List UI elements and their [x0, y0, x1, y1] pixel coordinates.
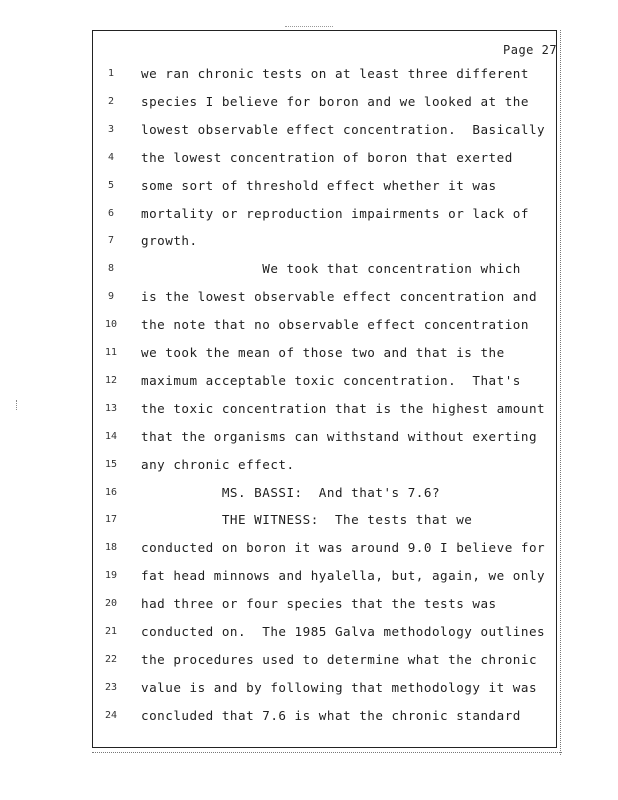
line-number: 14 [104, 430, 118, 442]
line-number: 23 [104, 681, 118, 693]
transcript-line: the lowest concentration of boron that exerted [141, 149, 513, 165]
transcript-line: fat head minnows and hyalella, but, again, we only [141, 568, 546, 584]
line-number: 10 [104, 319, 118, 331]
transcript-line: THE WITNESS: The tests that we [141, 512, 473, 528]
line-number: 9 [107, 291, 115, 303]
transcript-line: MS. BASSI: And that's 7.6? [141, 484, 441, 500]
line-number: 7 [107, 235, 115, 247]
transcript-line: the note that no observable effect concentration [141, 317, 529, 333]
line-number: 19 [104, 570, 118, 582]
transcript-line: is the lowest observable effect concentration and [141, 289, 538, 305]
line-number: 15 [104, 458, 118, 470]
transcript-line: value is and by following that methodology it was [141, 679, 538, 695]
transcript-line: species I believe for boron and we looked at the [141, 93, 529, 109]
line-number: 2 [107, 95, 115, 107]
transcript-line: we took the mean of those two and that is the [141, 345, 505, 360]
transcript-line: lowest observable effect concentration. Basically [141, 121, 546, 137]
line-number: 18 [104, 542, 118, 554]
line-number: 22 [104, 653, 118, 665]
scan-top-mark [285, 26, 333, 28]
transcript-line: the toxic concentration that is the highest amount [141, 400, 546, 416]
line-number: 5 [107, 179, 115, 191]
line-number: 1 [107, 68, 115, 79]
transcript-line: we ran chronic tests on at least three different [141, 66, 529, 81]
transcript-line: mortality or reproduction impairments or lack of [141, 205, 529, 221]
line-number: 11 [104, 347, 118, 358]
line-number: 3 [107, 123, 115, 135]
page-right-edge [560, 30, 562, 755]
page-bottom-edge [92, 752, 562, 754]
line-number: 21 [104, 626, 118, 637]
transcript-line: concluded that 7.6 is what the chronic standard [141, 707, 521, 723]
transcript-line: conducted on boron it was around 9.0 I believe for [141, 540, 546, 556]
line-number: 8 [107, 263, 115, 275]
line-number: 13 [104, 402, 118, 414]
transcript-line: that the organisms can withstand without exerting [141, 428, 538, 444]
line-number: 4 [107, 151, 115, 163]
transcript-line: conducted on. The 1985 Galva methodology outlines [141, 624, 546, 639]
line-number: 6 [107, 207, 115, 219]
scan-left-mark [16, 400, 19, 410]
line-number: 20 [104, 598, 118, 610]
transcript-page-frame [92, 30, 557, 748]
transcript-line: had three or four species that the tests was [141, 596, 497, 612]
line-number: 17 [104, 514, 118, 526]
page-number-label: Page 27 [503, 43, 558, 57]
transcript-line: some sort of threshold effect whether it was [141, 177, 497, 193]
transcript-line: maximum acceptable toxic concentration. That's [141, 372, 521, 388]
transcript-line: We took that concentration which [141, 261, 521, 277]
transcript-line: growth. [141, 233, 198, 249]
line-number: 12 [104, 374, 118, 386]
transcript-line: any chronic effect. [141, 456, 295, 472]
line-number: 24 [104, 709, 118, 721]
line-number: 16 [104, 486, 118, 498]
transcript-line: the procedures used to determine what the chronic [141, 651, 538, 667]
